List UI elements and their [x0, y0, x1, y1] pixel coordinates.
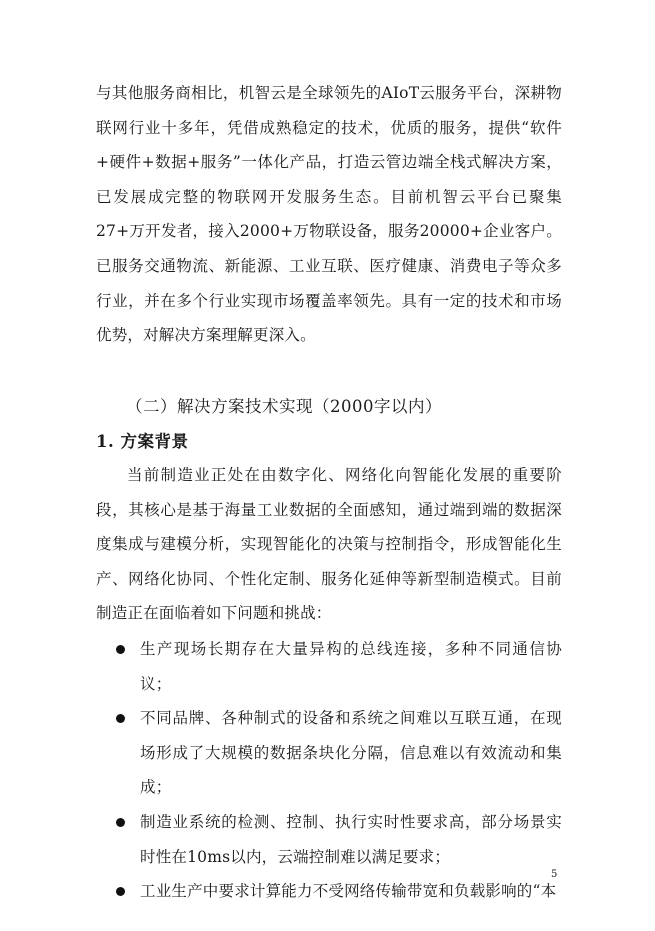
section-heading: 1. 方案背景 — [96, 432, 189, 451]
section-subheading: （二）解决方案技术实现（2000字以内） — [126, 397, 442, 416]
intro-paragraph: 与其他服务商相比，机智云是全球领先的AIoT云服务平台，深耕物联网行业十多年，凭借成熟稳定的技术，优质的服务，提供“软件+硬件+数据+服务”一体化产品，打造云管边端全栈式解决方案，已发展成完整的物联网开发服务生态。目前机智云平台已聚集27+万开发者，接入2000+万物联设备，服务20000+企业客户。已服务交通物流、新能源、工业互联、医疗健康、消费电子等众多行业，并在多个行业实现市场覆盖率领先。具有一定的技术和市场优势，对解决方案理解更深入。 — [96, 84, 562, 345]
background-paragraph: 当前制造业正处在由数字化、网络化向智能化发展的重要阶段，其核心是基于海量工业数据的全面感知，通过端到端的数据深度集成与建模分析，实现智能化的决策与控制指令，形成智能化生产、网络化协同、个性化定制、服务化延伸等新型制造模式。目前制造正在面临着如下问题和挑战： — [96, 466, 562, 623]
bullet-icon — [116, 818, 125, 827]
list-item — [96, 632, 562, 701]
list-item — [96, 701, 562, 805]
bullet-icon — [116, 645, 125, 654]
list-item-text: 生产现场长期存在大量异构的总线连接，多种不同通信协议； — [140, 640, 562, 693]
list-item-text: 工业生产中要求计算能力不受网络传输带宽和负载影响的“本 — [140, 882, 557, 901]
list-item-text: 制造业系统的检测、控制、执行实时性要求高，部分场景实时性在10ms以内，云端控制难以满足要求； — [140, 812, 562, 866]
list-item-text: 不同品牌、各种制式的设备和系统之间难以互联互通，在现场形成了大规模的数据条块化分隔，信息难以有效流动和集成； — [140, 709, 562, 797]
list-item — [96, 805, 562, 874]
list-item — [96, 874, 562, 909]
challenge-list — [96, 632, 562, 909]
page-number: 5 — [551, 869, 558, 880]
bullet-icon — [116, 887, 125, 896]
bullet-icon — [116, 714, 125, 723]
